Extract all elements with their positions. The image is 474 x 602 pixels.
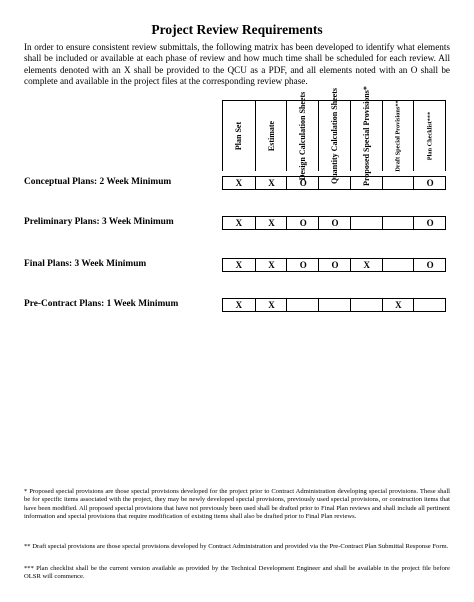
matrix-cell xyxy=(318,299,351,311)
note-plan-checklist: *** Plan checklist shall be the current version available as provided by the Technical Development Engineer and shall be available in the project file before OLSR will commence. xyxy=(24,565,450,581)
matrix-cell xyxy=(350,299,383,311)
row-label: Conceptual Plans: 2 Week Minimum xyxy=(24,177,172,187)
matrix-cell: X xyxy=(255,177,288,189)
column-header xyxy=(413,101,446,171)
matrix-cell: X xyxy=(235,260,243,270)
page-title: Project Review Requirements xyxy=(151,22,323,37)
matrix-cell xyxy=(382,177,415,189)
matrix-header-box xyxy=(222,86,446,186)
matrix-cell: X xyxy=(350,259,383,271)
matrix-cell: X xyxy=(235,218,243,228)
matrix-cell xyxy=(350,217,383,229)
matrix-cell xyxy=(382,217,415,229)
column-header-label: Quantity Calculation Sheets xyxy=(329,87,339,185)
matrix-cell: X xyxy=(255,299,288,311)
matrix-cell: O xyxy=(318,217,351,229)
matrix-cell xyxy=(350,177,383,189)
column-header-label: Design Calculation Sheets xyxy=(298,91,308,181)
column-header-label: Plan Set xyxy=(233,121,243,151)
matrix-cell: O xyxy=(413,217,446,229)
column-header xyxy=(318,87,351,185)
matrix-cell xyxy=(318,177,351,189)
column-header xyxy=(286,91,319,181)
intro-paragraph: In order to ensure consistent review submittals, the following matrix has been developed to identify what elements shall be included or available at each phase of review and how much time shall be scheduled for each review. All elements denoted with an X shall be provided to the QCU as a PDF, and all elements noted with an O shall be complete and available in the project files at the corresponding review phase. xyxy=(24,42,450,87)
matrix-row xyxy=(222,258,446,272)
matrix-cell: O xyxy=(286,217,319,229)
note-draft-special-provisions: ** Draft special provisions are those special provisions developed by Contract Administration and provided via the Pre-Contract Plan Submittal Response Form. xyxy=(24,543,449,550)
matrix-cell: O xyxy=(286,259,319,271)
matrix-cell: O xyxy=(318,259,351,271)
row-label: Final Plans: 3 Week Minimum xyxy=(24,259,147,269)
column-header-label: Draft Special Provisions** xyxy=(394,100,402,172)
column-header xyxy=(382,101,415,171)
row-label: Pre-Contract Plans: 1 Week Minimum xyxy=(24,299,179,309)
column-header xyxy=(350,86,383,186)
matrix-cell: O xyxy=(413,177,446,189)
matrix-cell: X xyxy=(255,259,288,271)
matrix-cell: X xyxy=(382,299,415,311)
matrix-cell: X xyxy=(255,217,288,229)
column-header xyxy=(223,101,255,171)
column-header-label: Estimate xyxy=(266,120,276,152)
column-header-label: Proposed Special Provisions* xyxy=(361,86,371,186)
matrix-cell: O xyxy=(286,177,319,189)
note-proposed-special-provisions: * Proposed special provisions are those special provisions developed for the project prior to Contract Administration developing special provisions. These shall be for specific items associated with the project, they may be newly developed special provisions, previously used special provisions, or construction items that have been modified. All proposed special provisions that have not previously been used shall be drafted prior to Final Plan reviews and shall include all pertinent information and special provisions that require modification of existing items shall also be drafted prior to Final Plan reviews. xyxy=(24,488,450,520)
row-label: Preliminary Plans: 3 Week Minimum xyxy=(24,217,174,227)
column-header xyxy=(255,101,288,171)
column-header-label: Plan Checklist*** xyxy=(426,111,434,161)
matrix-cell xyxy=(413,299,446,311)
matrix-row xyxy=(222,176,446,190)
matrix-row xyxy=(222,298,446,312)
matrix-cell xyxy=(286,299,319,311)
matrix-cell: O xyxy=(413,259,446,271)
matrix-cell: X xyxy=(235,178,243,188)
matrix-cell: X xyxy=(235,300,243,310)
matrix-cell xyxy=(382,259,415,271)
matrix-row xyxy=(222,216,446,230)
